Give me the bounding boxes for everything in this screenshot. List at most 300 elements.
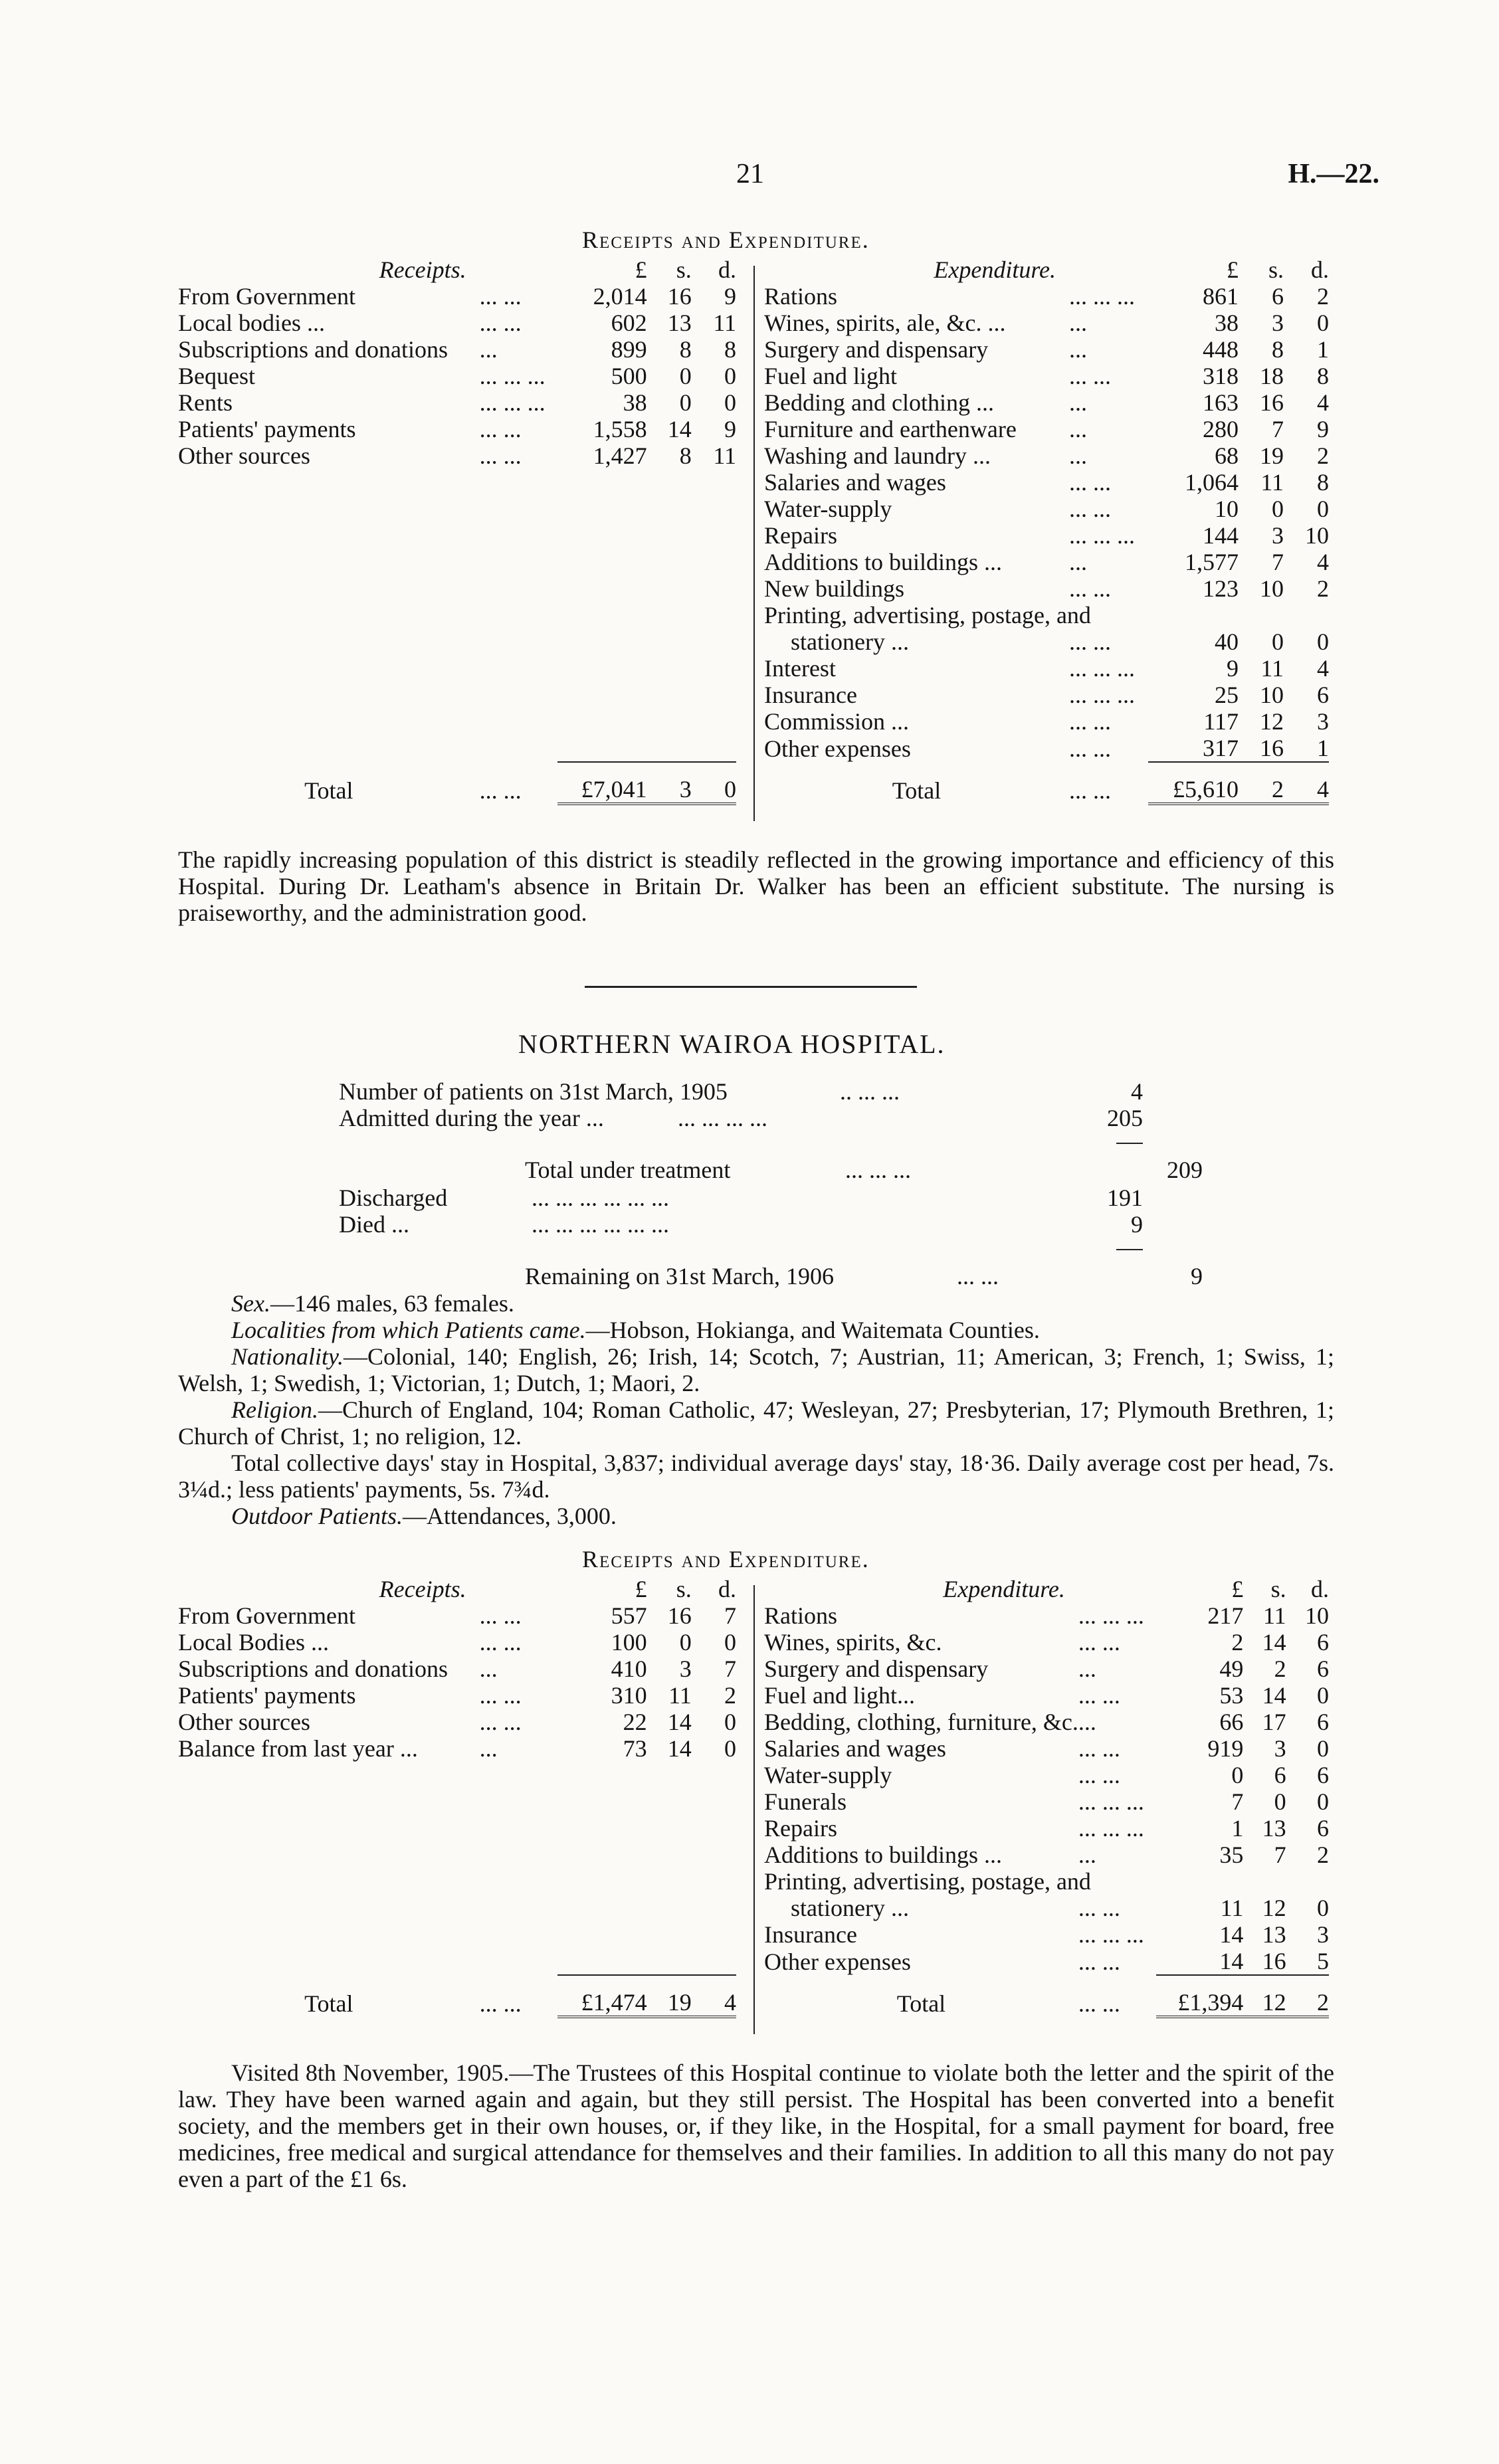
table-spacer-row	[178, 1815, 736, 1842]
row-label: Subscriptions and donations	[178, 336, 448, 363]
row-dots: ... ...	[479, 442, 522, 469]
amount-pence: 0	[1317, 310, 1329, 336]
amount-pence: 6	[1317, 1709, 1329, 1735]
paragraph-commentary-1: The rapidly increasing population of this district is steadily reflected in the growing importance and efficiency of this Hospital. During Dr. Leatham's absence in Britain Dr. Walker has been an efficient substitute. The nursing is praiseworthy, and the administration good.	[178, 846, 1334, 926]
document-reference: H.—22.	[1288, 159, 1379, 189]
amount-shillings: 18	[1260, 363, 1284, 389]
amount-pence: 10	[1305, 522, 1329, 549]
amount-pounds: 14	[1219, 1948, 1244, 1974]
row-label: Rents	[178, 389, 233, 416]
amount-pounds: 280	[1203, 416, 1239, 442]
amount-shillings: 16	[1260, 735, 1284, 761]
amount-pounds: 2	[1231, 1629, 1244, 1656]
row-label: Additions to buildings ...	[764, 1842, 1003, 1868]
row-label: From Government	[178, 1602, 355, 1629]
amount-pence: 2	[1317, 442, 1329, 469]
table-spacer-row	[178, 628, 736, 655]
amount-pounds: 123	[1203, 575, 1239, 602]
stat-value: 191	[1107, 1185, 1143, 1211]
row-dots: ... ... ...	[479, 363, 546, 389]
row-dots: ... ...	[479, 1602, 522, 1629]
row-dots: ... ...	[479, 310, 522, 336]
row-label: Funerals	[764, 1788, 847, 1815]
amount-pounds: 500	[611, 363, 647, 389]
total-dots: ... ...	[479, 1990, 522, 2017]
table-row	[764, 1895, 1329, 1921]
amount-pounds: 310	[611, 1682, 647, 1709]
amount-pounds: 1	[1231, 1815, 1244, 1842]
row-label: Repairs	[764, 1815, 837, 1842]
row-label: Other expenses	[764, 735, 911, 762]
table2-expenditure	[764, 1576, 1329, 2018]
amount-pence: 4	[1317, 655, 1329, 682]
stat-dots: ... ... ...	[845, 1157, 911, 1183]
table-row	[764, 1815, 1329, 1842]
row-label: Subscriptions and donations	[178, 1656, 448, 1682]
row-label: Fuel and light	[764, 363, 897, 389]
amount-shillings: 7	[1272, 416, 1284, 442]
amount-shillings: 11	[1260, 655, 1284, 682]
table-row	[764, 682, 1329, 708]
total-pounds: £1,394	[1156, 1975, 1244, 2017]
row-label: Printing, advertising, postage, and	[764, 1868, 1091, 1895]
amount-shillings: 0	[679, 1629, 692, 1656]
table-row	[764, 283, 1329, 310]
amount-pounds: 100	[611, 1629, 647, 1656]
table-row	[764, 496, 1329, 522]
amount-shillings: 0	[1272, 628, 1284, 655]
table-row	[764, 1921, 1329, 1948]
amount-pence: 8	[1317, 363, 1329, 389]
amount-pence: 2	[724, 1682, 736, 1709]
amount-pence: 4	[1317, 389, 1329, 416]
amount-pence: 2	[1317, 575, 1329, 602]
table-total-row	[764, 1975, 1329, 2017]
table-spacer-row	[178, 708, 736, 735]
amount-pounds: 318	[1203, 363, 1239, 389]
row-dots: ... ...	[1069, 708, 1111, 735]
total-pence: 4	[1284, 762, 1329, 804]
row-label: Water-supply	[764, 1762, 892, 1788]
table-spacer-row	[178, 1948, 736, 1975]
amount-pence: 6	[1317, 682, 1329, 708]
total-shillings: 3	[647, 762, 692, 804]
table-row	[764, 655, 1329, 682]
amount-pounds: 68	[1215, 442, 1239, 469]
amount-pounds: 1,427	[593, 442, 647, 469]
nationality-line: Nationality.—Colonial, 140; English, 26; Irish, 14; Scotch, 7; Austrian, 11; American, 3; French, 1; Swiss, 1; Welsh, 1; Swedish, 1; Victorian, 1; Dutch, 1; Maori, 2.	[178, 1343, 1334, 1396]
total-pounds: £5,610	[1148, 762, 1239, 804]
amount-pounds: 73	[623, 1735, 647, 1762]
row-label: Local bodies ...	[178, 310, 325, 336]
amount-pounds: 1,558	[593, 416, 647, 442]
row-dots: ... ...	[1069, 735, 1111, 762]
column-header-dots	[480, 256, 558, 283]
row-label: Rations	[764, 1602, 838, 1629]
row-dots: ...	[479, 1656, 498, 1682]
table-total-row	[178, 762, 736, 804]
amount-shillings: 3	[1272, 522, 1284, 549]
table-row	[764, 1629, 1329, 1656]
table-row	[764, 389, 1329, 416]
row-label: Local Bodies ...	[178, 1629, 329, 1656]
amount-shillings: 17	[1262, 1709, 1286, 1735]
amount-pence: 7	[724, 1656, 736, 1682]
table-row	[764, 708, 1329, 735]
stat-dots: ... ... ... ... ... ...	[532, 1185, 669, 1211]
amount-shillings: 7	[1272, 549, 1284, 575]
row-label: Rations	[764, 283, 838, 310]
row-label: Repairs	[764, 522, 837, 549]
amount-shillings: 8	[679, 442, 692, 469]
table-spacer-row	[178, 1788, 736, 1815]
amount-pounds: 899	[611, 336, 647, 363]
sum-line	[1116, 1249, 1143, 1250]
stat-dots: ... ... ... ...	[678, 1105, 767, 1131]
sum-line	[1116, 1143, 1143, 1144]
amount-shillings: 19	[1260, 442, 1284, 469]
total-label: Total	[896, 1990, 946, 2017]
total-dots: ... ...	[1069, 777, 1111, 804]
amount-pounds: 14	[1219, 1921, 1244, 1948]
amount-shillings: 0	[679, 389, 692, 416]
column-header: Expenditure.	[943, 1576, 1065, 1602]
table-spacer-row	[178, 1762, 736, 1788]
amount-pence: 0	[724, 363, 736, 389]
row-label: Wines, spirits, &c.	[764, 1629, 942, 1656]
table-spacer-row	[178, 682, 736, 708]
row-dots: ...	[1069, 389, 1087, 416]
amount-pounds: 49	[1219, 1656, 1244, 1682]
row-dots: ...	[1069, 442, 1087, 469]
row-dots: ... ...	[1078, 1762, 1120, 1788]
stat-value: 205	[1107, 1105, 1143, 1131]
amount-pence: 0	[1317, 1788, 1329, 1815]
row-label: Patients' payments	[178, 416, 356, 442]
amount-shillings: 16	[667, 283, 692, 310]
amount-pounds: 217	[1207, 1602, 1244, 1629]
amount-pence: 9	[724, 283, 736, 310]
total-label: Total	[892, 777, 942, 804]
row-label: Furniture and earthenware	[764, 416, 1017, 442]
table-row	[764, 1868, 1329, 1895]
row-label: Additions to buildings ...	[764, 549, 1003, 575]
amount-pounds: 7	[1231, 1788, 1244, 1815]
table-row	[178, 1656, 736, 1682]
table-row	[764, 522, 1329, 549]
table-row	[764, 469, 1329, 496]
row-dots: ... ...	[1069, 575, 1111, 602]
row-label: Bedding, clothing, furniture, &c.	[764, 1709, 1078, 1735]
row-label: Salaries and wages	[764, 469, 946, 496]
amount-pence: 1	[1317, 336, 1329, 363]
row-dots: ...	[1078, 1842, 1096, 1868]
amount-pounds: 0	[1231, 1762, 1244, 1788]
amount-pounds: 35	[1219, 1842, 1244, 1868]
row-label: Balance from last year ...	[178, 1735, 418, 1762]
amount-shillings: 0	[679, 363, 692, 389]
amount-shillings: 13	[1262, 1921, 1286, 1948]
table-spacer-row	[178, 655, 736, 682]
amount-pounds: 25	[1215, 682, 1239, 708]
row-label: Water-supply	[764, 496, 892, 522]
amount-shillings: 10	[1260, 575, 1284, 602]
amount-shillings: 2	[1274, 1656, 1286, 1682]
table-row	[178, 1735, 736, 1762]
row-label: Surgery and dispensary	[764, 1656, 989, 1682]
column-header: d.	[1311, 256, 1329, 283]
column-header: Receipts.	[379, 1576, 466, 1602]
amount-shillings: 0	[1272, 496, 1284, 522]
stat-dots: ... ...	[957, 1263, 999, 1289]
amount-pence: 0	[724, 1735, 736, 1762]
row-dots: ... ...	[1069, 496, 1111, 522]
row-dots: ... ... ...	[1069, 682, 1135, 708]
row-dots: ... ...	[479, 283, 522, 310]
table-row	[178, 389, 736, 416]
column-header: Receipts.	[379, 256, 466, 283]
row-dots: ...	[1069, 336, 1087, 363]
row-label: New buildings	[764, 575, 904, 602]
column-header: Expenditure.	[934, 256, 1056, 283]
table1-divider	[753, 266, 755, 821]
total-pounds: £1,474	[557, 1975, 647, 2017]
stat-label: Total under treatment	[525, 1157, 731, 1183]
table-row	[178, 442, 736, 469]
total-shillings: 19	[647, 1975, 692, 2017]
table-header-row	[764, 256, 1329, 283]
row-dots: ... ... ...	[479, 389, 546, 416]
table-spacer-row	[178, 575, 736, 602]
amount-pounds: 53	[1219, 1682, 1244, 1709]
row-label: Insurance	[764, 682, 857, 708]
table-spacer-row	[178, 549, 736, 575]
amount-shillings: 0	[1274, 1788, 1286, 1815]
column-header: d.	[718, 256, 736, 283]
amount-pounds: 38	[1215, 310, 1239, 336]
row-label: Fuel and light...	[764, 1682, 915, 1709]
row-dots: ... ...	[479, 416, 522, 442]
amount-pence: 6	[1317, 1762, 1329, 1788]
table-row	[764, 1788, 1329, 1815]
row-label: Printing, advertising, postage, and	[764, 602, 1091, 628]
stat-value: 209	[1167, 1157, 1203, 1183]
amount-shillings: 12	[1262, 1895, 1286, 1921]
row-dots: ... ... ...	[1069, 283, 1135, 310]
row-dots: ... ... ...	[1078, 1788, 1144, 1815]
amount-shillings: 3	[679, 1656, 692, 1682]
row-label: stationery ...	[791, 628, 909, 655]
row-dots: ... ...	[1069, 469, 1111, 496]
hospital-title: NORTHERN WAIROA HOSPITAL.	[518, 1029, 946, 1059]
column-header: d.	[1311, 1576, 1329, 1602]
localities-line: Localities from which Patients came.—Hobson, Hokianga, and Waitemata Counties.	[231, 1317, 1040, 1343]
row-dots: ... ...	[479, 1682, 522, 1709]
row-label: Surgery and dispensary	[764, 336, 989, 363]
amount-pounds: 1,064	[1185, 469, 1239, 496]
column-header-dots	[480, 1576, 558, 1602]
amount-shillings: 14	[1262, 1629, 1286, 1656]
row-label: stationery ...	[791, 1895, 909, 1921]
row-label: Bedding and clothing ...	[764, 389, 994, 416]
column-header: s.	[1270, 1576, 1286, 1602]
table-total-row	[178, 1975, 736, 2017]
days-stay-line: Total collective days' stay in Hospital, 3,837; individual average days' stay, 18·36. Daily average cost per head, 7s. 3¼d.; less patients' payments, 5s. 7¾d.	[178, 1450, 1334, 1503]
amount-shillings: 10	[1260, 682, 1284, 708]
total-shillings: 12	[1243, 1975, 1286, 2017]
table-row	[178, 1602, 736, 1629]
amount-pounds: 163	[1203, 389, 1239, 416]
amount-shillings: 7	[1274, 1842, 1286, 1868]
amount-pounds: 317	[1203, 735, 1239, 761]
amount-pence: 10	[1305, 1602, 1329, 1629]
row-dots: ... ...	[479, 1629, 522, 1656]
amount-pounds: 10	[1215, 496, 1239, 522]
stat-label: Discharged	[339, 1185, 448, 1211]
stat-label: Number of patients on 31st March, 1905	[339, 1078, 728, 1105]
table-row	[764, 442, 1329, 469]
column-header-dots	[1078, 1576, 1156, 1602]
table-row	[178, 310, 736, 336]
amount-pence: 9	[724, 416, 736, 442]
row-dots: ...	[479, 1735, 498, 1762]
total-label: Total	[304, 1990, 353, 2017]
amount-pounds: 66	[1219, 1709, 1244, 1735]
row-dots: ...	[1078, 1656, 1096, 1682]
stat-value: 9	[1131, 1211, 1143, 1238]
amount-pence: 8	[724, 336, 736, 363]
amount-pence: 3	[1317, 708, 1329, 735]
table-row	[764, 363, 1329, 389]
table-row	[764, 336, 1329, 363]
amount-pence: 8	[1317, 469, 1329, 496]
total-dots: ... ...	[1078, 1990, 1120, 2017]
table1-expenditure	[764, 256, 1329, 805]
amount-pounds: 602	[611, 310, 647, 336]
amount-shillings: 3	[1274, 1735, 1286, 1762]
table-row	[764, 549, 1329, 575]
stat-dots: ... ... ... ... ... ...	[532, 1211, 669, 1238]
total-dots: ... ...	[479, 777, 522, 804]
column-header: £	[1231, 1576, 1244, 1602]
amount-pounds: 919	[1207, 1735, 1244, 1762]
row-dots: ...	[1069, 310, 1087, 336]
amount-pence: 0	[1317, 628, 1329, 655]
row-label: Interest	[764, 655, 836, 682]
table-row	[764, 1948, 1329, 1975]
table-row	[178, 1682, 736, 1709]
column-header-dots	[1069, 256, 1148, 283]
amount-pence: 0	[1317, 1682, 1329, 1709]
amount-pounds: 9	[1227, 655, 1239, 682]
stat-dots: .. ... ...	[840, 1078, 900, 1105]
row-label: Other sources	[178, 442, 310, 469]
table-header-row	[178, 1576, 736, 1602]
row-dots: ... ...	[1078, 1895, 1120, 1921]
amount-pounds: 117	[1203, 708, 1239, 735]
row-dots: ... ...	[1078, 1682, 1120, 1709]
amount-pounds: 557	[611, 1602, 647, 1629]
amount-pounds: 11	[1220, 1895, 1244, 1921]
table-row	[764, 1656, 1329, 1682]
amount-pence: 0	[1317, 1895, 1329, 1921]
row-dots: ...	[1078, 1709, 1096, 1735]
column-header: £	[635, 1576, 647, 1602]
table-spacer-row	[178, 1895, 736, 1921]
amount-pounds: 410	[611, 1656, 647, 1682]
table2-divider	[753, 1585, 755, 2034]
row-dots: ... ...	[479, 1709, 522, 1735]
column-header: s.	[676, 256, 692, 283]
page-number: 21	[736, 159, 764, 189]
table1-receipts	[178, 256, 736, 805]
total-label: Total	[304, 777, 353, 804]
row-dots: ...	[479, 336, 498, 363]
amount-pence: 0	[1317, 496, 1329, 522]
table2-receipts	[178, 1576, 736, 2018]
total-pence: 2	[1286, 1975, 1329, 2017]
amount-shillings: 13	[667, 310, 692, 336]
row-dots: ... ... ...	[1069, 522, 1135, 549]
amount-shillings: 11	[1260, 469, 1284, 496]
amount-shillings: 6	[1274, 1762, 1286, 1788]
amount-shillings: 16	[667, 1602, 692, 1629]
table2-heading: Receipts and Expenditure.	[582, 1546, 870, 1572]
row-dots: ... ... ...	[1069, 655, 1135, 682]
row-dots: ... ...	[1078, 1629, 1120, 1656]
row-dots: ...	[1069, 549, 1087, 575]
table-spacer-row	[178, 1842, 736, 1868]
table-row	[178, 283, 736, 310]
amount-pence: 11	[713, 442, 736, 469]
row-dots: ... ...	[1069, 363, 1111, 389]
row-label: Wines, spirits, ale, &c. ...	[764, 310, 1006, 336]
amount-pounds: 2,014	[593, 283, 647, 310]
amount-shillings: 14	[667, 416, 692, 442]
row-label: Salaries and wages	[764, 1735, 946, 1762]
table-row	[764, 1682, 1329, 1709]
amount-pounds: 40	[1215, 628, 1239, 655]
amount-pence: 0	[1317, 1735, 1329, 1762]
total-shillings: 2	[1239, 762, 1284, 804]
section-separator	[585, 986, 917, 988]
row-label: Patients' payments	[178, 1682, 356, 1709]
column-header: £	[635, 256, 647, 283]
amount-shillings: 11	[1262, 1602, 1286, 1629]
amount-pounds: 22	[623, 1709, 647, 1735]
table-row	[764, 1602, 1329, 1629]
sex-line: Sex.—146 males, 63 females.	[231, 1290, 514, 1317]
table-row	[764, 575, 1329, 602]
amount-shillings: 16	[1262, 1948, 1286, 1974]
amount-pounds: 448	[1203, 336, 1239, 363]
amount-pence: 6	[1317, 1629, 1329, 1656]
amount-pounds: 144	[1203, 522, 1239, 549]
table-total-row	[764, 762, 1329, 804]
amount-pence: 1	[1317, 735, 1329, 761]
amount-shillings: 14	[1262, 1682, 1286, 1709]
row-dots: ... ... ...	[1078, 1602, 1144, 1629]
row-label: Washing and laundry ...	[764, 442, 991, 469]
row-dots: ... ... ...	[1078, 1921, 1144, 1948]
amount-shillings: 3	[1272, 310, 1284, 336]
stat-value: 9	[1191, 1263, 1203, 1289]
table-row	[764, 602, 1329, 628]
table-row	[764, 735, 1329, 762]
outdoor-line: Outdoor Patients.—Attendances, 3,000.	[231, 1503, 617, 1529]
row-label: From Government	[178, 283, 355, 310]
amount-pence: 9	[1317, 416, 1329, 442]
